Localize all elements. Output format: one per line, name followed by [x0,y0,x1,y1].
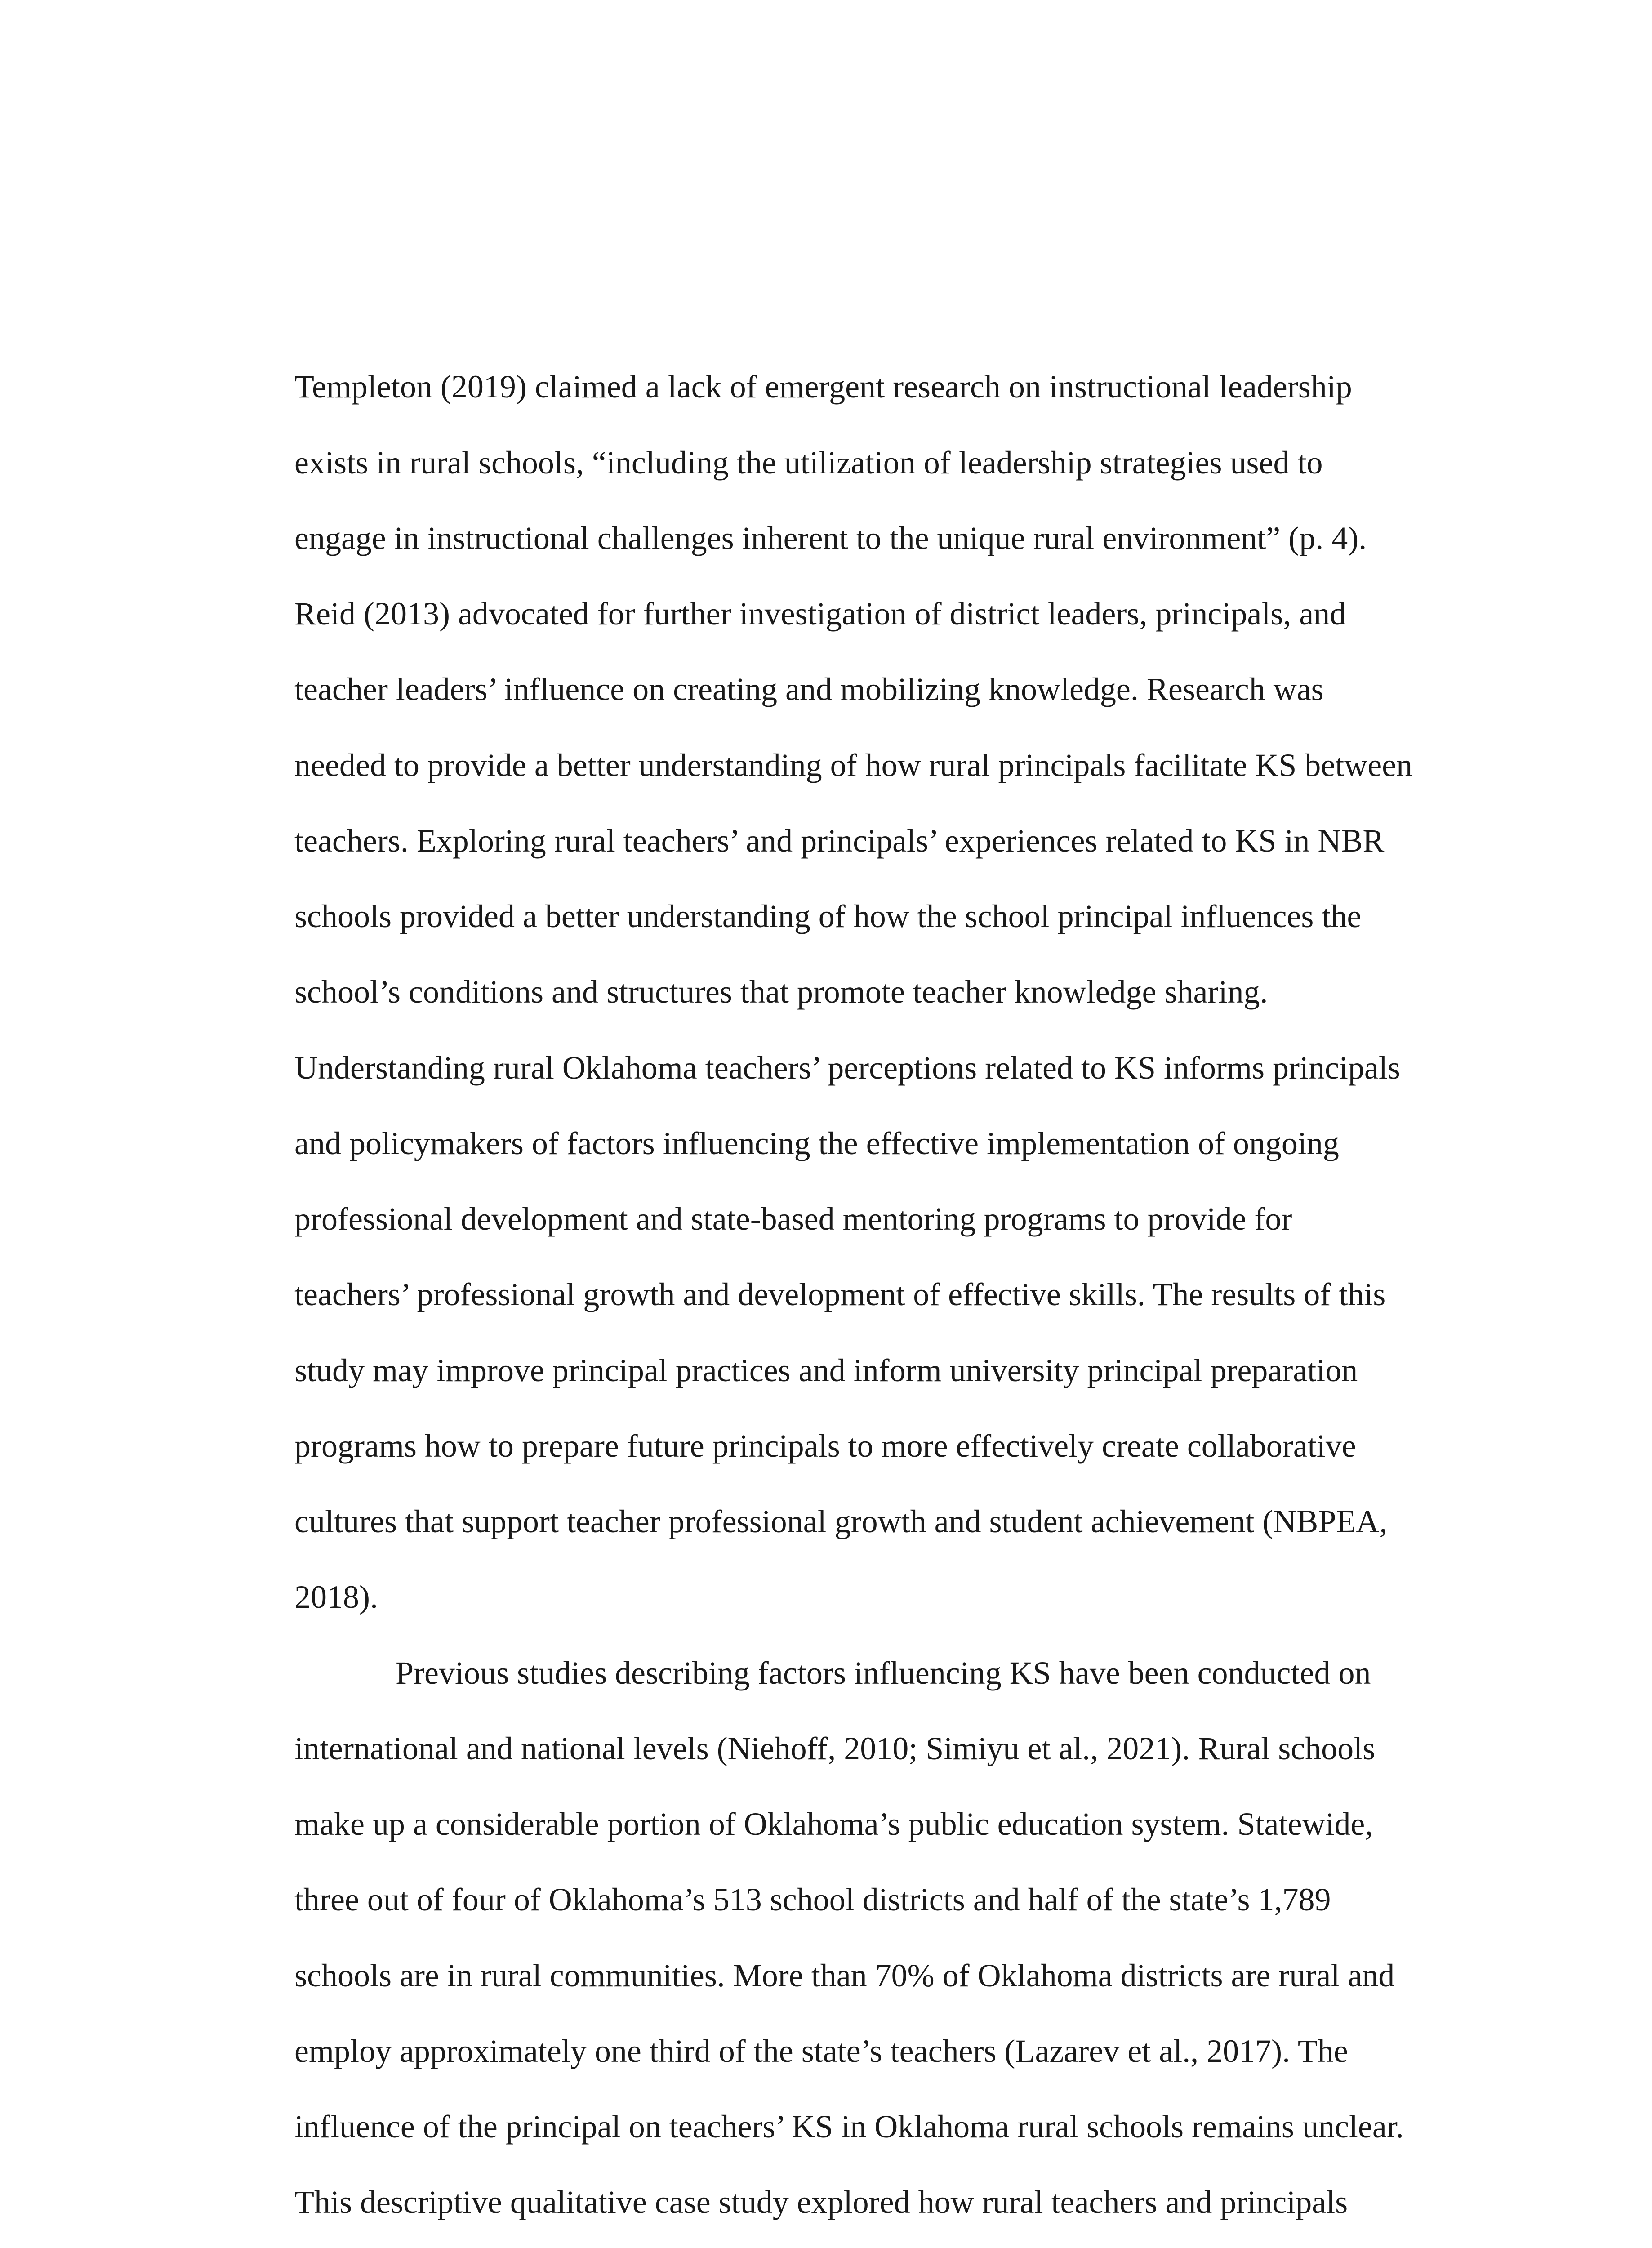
text-line: three out of four of Oklahoma’s 513 school districts and half of the state’s 1,789 [294,1882,1331,1918]
text-line: schools provided a better understanding of how the school principal influences the [294,898,1362,934]
text-line: teachers’ professional growth and development of effective skills. The results of this [294,1276,1386,1312]
text-line: employ approximately one third of the state’s teachers (Lazarev et al., 2017). The [294,2033,1348,2069]
text-line: programs how to prepare future principals to more effectively create collaborative [294,1428,1356,1464]
text-line: influence of the principal on teachers’ KS in Oklahoma rural schools remains unclear. [294,2109,1404,2145]
text-line: make up a considerable portion of Oklahoma’s public education system. Statewide, [294,1806,1373,1842]
text-line: cultures that support teacher professional growth and student achievement (NBPEA, [294,1503,1388,1539]
text-line: and policymakers of factors influencing the effective implementation of ongoing [294,1125,1339,1161]
text-line: This descriptive qualitative case study explored how rural teachers and principals [294,2184,1348,2220]
text-line: engage in instructional challenges inherent to the unique rural environment” (p. 4). [294,520,1367,556]
text-line: Templeton (2019) claimed a lack of emergent research on instructional leadership [294,369,1352,405]
text-line: 2018). [294,1579,378,1615]
text-line: Understanding rural Oklahoma teachers’ perceptions related to KS informs principals [294,1050,1400,1086]
text-line: international and national levels (Niehoff, 2010; Simiyu et al., 2021). Rural schools [294,1731,1376,1766]
text-line: exists in rural schools, “including the utilization of leadership strategies used to [294,445,1323,481]
text-line: teachers. Exploring rural teachers’ and principals’ experiences related to KS in NBR [294,823,1385,859]
text-line: teacher leaders’ influence on creating and mobilizing knowledge. Research was [294,671,1324,707]
text-line: schools are in rural communities. More than 70% of Oklahoma districts are rural and [294,1958,1395,1994]
text-line: study may improve principal practices and inform university principal preparation [294,1352,1358,1388]
text-line: school’s conditions and structures that promote teacher knowledge sharing. [294,974,1268,1010]
text-line: needed to provide a better understanding of how rural principals facilitate KS between [294,747,1413,783]
text-line: professional development and state-based mentoring programs to provide for [294,1201,1292,1237]
paragraph-first-line: Previous studies describing factors influencing KS have been conducted on [396,1655,1371,1691]
text-line: Reid (2013) advocated for further investigation of district leaders, principals, and [294,596,1346,632]
